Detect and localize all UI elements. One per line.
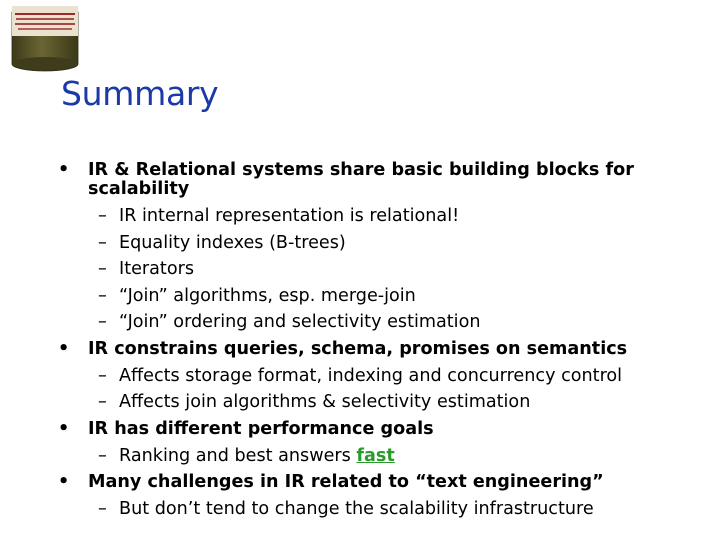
dash-glyph: – — [98, 392, 107, 412]
slide-title: Summary — [61, 74, 219, 113]
sub-bullet-item — [58, 309, 708, 336]
sub-bullet-item — [58, 203, 708, 230]
bullet-item — [58, 161, 708, 199]
sub-bullet-text: IR internal representation is relational! — [119, 206, 460, 226]
dash-glyph: – — [98, 445, 107, 466]
sub-bullet-item — [58, 363, 708, 390]
dash-glyph: – — [98, 206, 107, 226]
dash-glyph: – — [98, 259, 107, 279]
sub-bullet-text: Iterators — [119, 259, 194, 279]
highlight-fast: fast — [356, 445, 395, 466]
sub-bullet-text: Ranking and best answers — [119, 445, 357, 466]
sub-bullet-text: “Join” algorithms, esp. merge-join — [119, 285, 416, 306]
dash-glyph: – — [98, 365, 107, 386]
bullet-item — [58, 420, 708, 439]
sub-bullet-item — [58, 496, 708, 523]
bullet-text: IR constrains queries, schema, promises on semantics — [88, 338, 628, 359]
sub-bullet-item — [58, 256, 708, 283]
sub-bullet-item — [58, 389, 708, 416]
bullet-item — [58, 473, 708, 492]
sub-bullet-text: Equality indexes (B-trees) — [119, 232, 346, 253]
bullet-text: Many challenges in IR related to “text engineering” — [88, 472, 604, 492]
database-cylinder-logo-icon — [10, 4, 80, 72]
sub-bullet-item — [58, 283, 708, 310]
sub-bullet-text: “Join” ordering and selectivity estimation — [119, 312, 481, 332]
bullet-text: IR has different performance goals — [88, 418, 434, 439]
dash-glyph: – — [98, 285, 107, 306]
sub-bullet-item — [58, 443, 708, 470]
bullet-dot: • — [58, 472, 70, 492]
dash-glyph: – — [98, 499, 107, 519]
dash-glyph: – — [98, 232, 107, 253]
sub-bullet-item — [58, 230, 708, 257]
sub-bullet-text: But don’t tend to change the scalability infrastructure — [119, 499, 594, 519]
bullet-dot: • — [58, 418, 70, 439]
sub-bullet-text: Affects join algorithms & selectivity estimation — [119, 392, 531, 412]
dash-glyph: – — [98, 312, 107, 332]
bullet-list — [58, 161, 708, 523]
sub-bullet-text: Affects storage format, indexing and concurrency control — [119, 365, 623, 386]
bullet-dot: • — [58, 160, 70, 180]
bullet-dot: • — [58, 338, 70, 359]
bullet-text: IR & Relational systems share basic building blocks for scalability — [88, 160, 634, 199]
bullet-item — [58, 340, 708, 359]
